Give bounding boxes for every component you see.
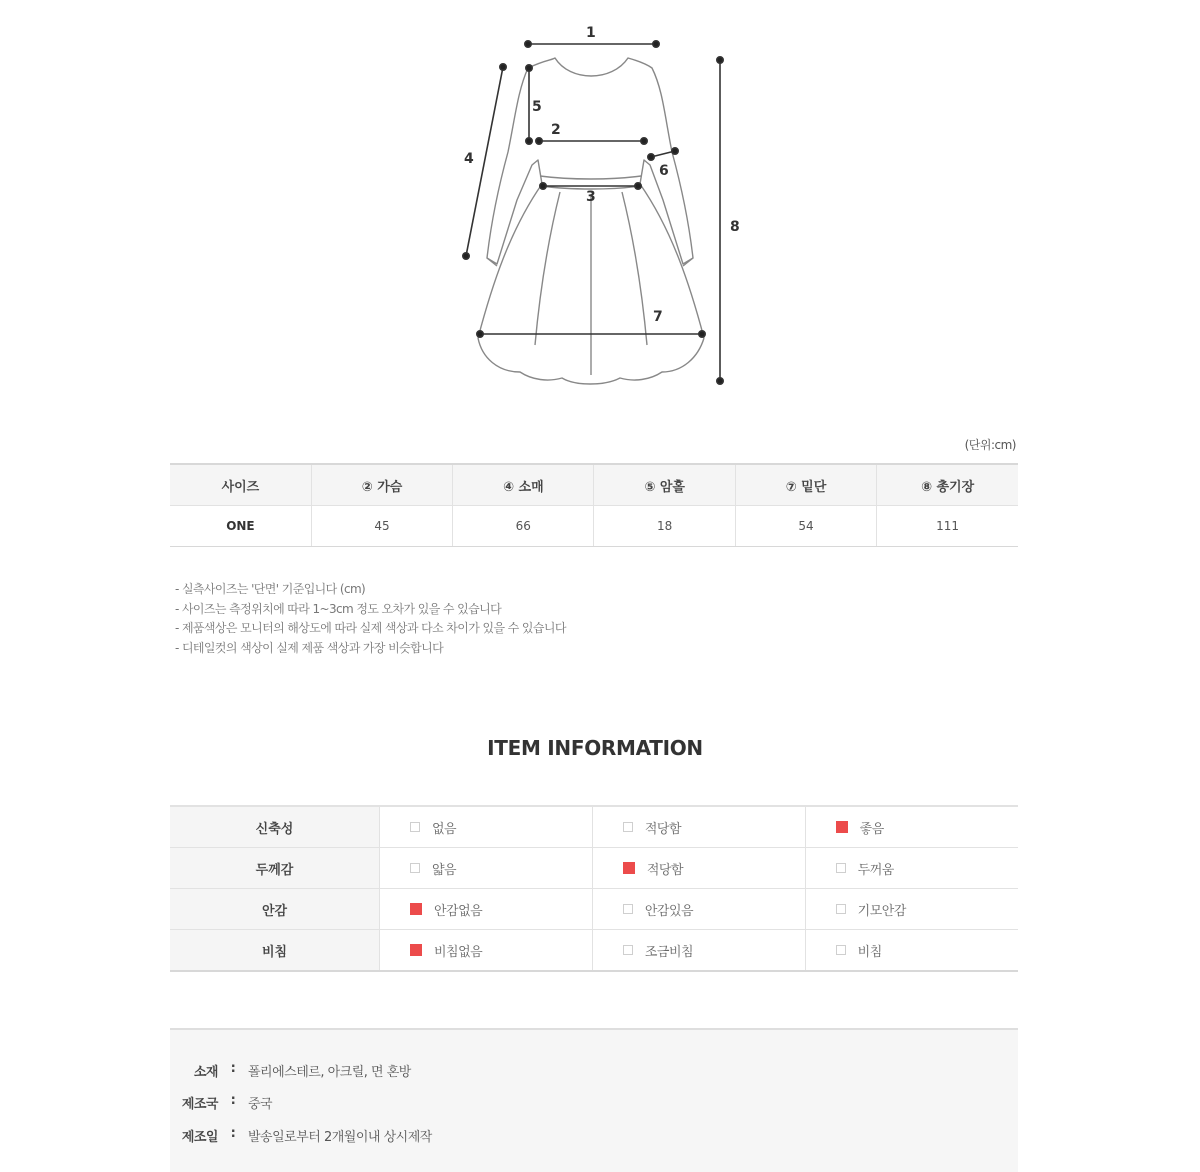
info-option-label: 적당함 — [644, 821, 682, 837]
info-option-label: 적당함 — [646, 862, 684, 878]
note-item: - 사이즈는 측정위치에 따라 1~3cm 정도 오차가 있을 수 있습니다 — [175, 601, 502, 616]
table-row — [170, 506, 1018, 547]
measure-label-3: 3 — [586, 189, 596, 205]
size-table-header — [170, 464, 1018, 506]
info-category: 신축성 — [170, 806, 380, 848]
info-row — [170, 806, 1018, 848]
measure-label-6: 6 — [659, 163, 669, 179]
info-option-label: 안감없음 — [434, 903, 483, 919]
header-chest: ② 가슴 — [311, 464, 452, 506]
origin-value: 중국 — [248, 1097, 273, 1112]
header-sleeve: ④ 소매 — [453, 464, 594, 506]
checked-box-icon — [836, 821, 848, 833]
info-option — [806, 859, 1018, 878]
info-option — [380, 818, 592, 837]
header-hem: ⑦ 밑단 — [735, 464, 876, 506]
header-size: 사이즈 — [170, 464, 311, 506]
info-option-cell — [380, 806, 593, 848]
cell-sleeve: 66 — [453, 506, 594, 547]
info-option — [593, 900, 805, 919]
info-option — [806, 818, 1018, 837]
product-meta — [170, 1028, 1018, 1172]
cell-armhole: 18 — [594, 506, 735, 547]
info-option-label: 없음 — [432, 821, 457, 837]
info-option-cell — [805, 806, 1018, 848]
empty-box-icon — [836, 904, 846, 914]
separator: : — [230, 1093, 236, 1108]
info-option — [593, 818, 805, 837]
info-option-cell — [805, 930, 1018, 972]
info-option-cell — [380, 889, 593, 930]
note-item: - 실측사이즈는 '단면' 기준입니다 (cm) — [175, 582, 366, 596]
cell-size: ONE — [170, 506, 311, 547]
info-option-label: 좋음 — [859, 821, 884, 837]
cell-chest: 45 — [311, 506, 452, 547]
info-option-label: 두꺼움 — [857, 862, 894, 878]
info-row — [170, 848, 1018, 889]
info-option — [593, 941, 805, 960]
info-option-label: 얇음 — [432, 862, 457, 878]
info-option-cell — [380, 930, 593, 972]
empty-box-icon — [410, 863, 420, 873]
checked-box-icon — [410, 944, 422, 956]
info-option — [806, 941, 1018, 960]
info-category: 안감 — [170, 889, 380, 930]
separator: : — [230, 1126, 236, 1141]
info-option-label: 안감있음 — [644, 903, 694, 919]
info-option-label: 비침 — [857, 944, 882, 960]
dress-illustration — [0, 0, 1200, 400]
info-category: 비침 — [170, 930, 380, 972]
measure-label-1: 1 — [586, 25, 596, 41]
info-option-cell — [805, 889, 1018, 930]
size-table — [170, 463, 1018, 547]
date-label: 제조일 — [181, 1130, 218, 1145]
info-row — [170, 889, 1018, 930]
header-armhole: ⑤ 암홀 — [594, 464, 735, 506]
empty-box-icon — [623, 945, 633, 955]
info-option-cell — [592, 889, 805, 930]
measure-label-5: 5 — [532, 99, 542, 115]
checked-box-icon — [410, 903, 422, 915]
info-option-cell — [805, 848, 1018, 889]
item-info-title: ITEM INFORMATION — [487, 736, 703, 760]
garment-diagram — [0, 0, 1200, 400]
unit-label: (단위:cm) — [964, 438, 1016, 452]
note-item: - 제품색상은 모니터의 해상도에 따라 실제 색상과 다소 차이가 있을 수 있습니다 — [175, 621, 566, 635]
origin-label: 제조국 — [181, 1097, 218, 1112]
info-option-label: 비침없음 — [434, 944, 483, 960]
measure-label-8: 8 — [730, 219, 740, 235]
origin-row — [170, 1093, 272, 1112]
empty-box-icon — [836, 863, 846, 873]
info-option-cell — [592, 930, 805, 972]
info-option-label: 기모안감 — [857, 903, 906, 919]
info-option-cell — [592, 806, 805, 848]
info-row — [170, 930, 1018, 972]
empty-box-icon — [410, 822, 420, 832]
info-option-cell — [380, 848, 593, 889]
cell-total-length: 111 — [877, 506, 1018, 547]
item-info-table — [170, 805, 1018, 972]
info-option-cell — [592, 848, 805, 889]
separator: : — [230, 1061, 236, 1076]
info-option — [593, 859, 805, 878]
info-option — [380, 900, 592, 919]
cell-hem: 54 — [735, 506, 876, 547]
info-option-label: 조금비침 — [644, 944, 694, 960]
measure-label-7: 7 — [653, 309, 663, 325]
empty-box-icon — [623, 904, 633, 914]
material-row — [170, 1061, 411, 1080]
measure-label-2: 2 — [551, 122, 561, 138]
checked-box-icon — [623, 862, 635, 874]
date-row — [170, 1126, 432, 1145]
info-option — [806, 900, 1018, 919]
info-option — [380, 941, 592, 960]
measure-label-4: 4 — [464, 151, 474, 167]
header-total-length: ⑧ 총기장 — [877, 464, 1018, 506]
empty-box-icon — [623, 822, 633, 832]
material-label: 소재 — [193, 1065, 218, 1080]
note-item: - 디테일컷의 색상이 실제 제품 색상과 가장 비슷합니다 — [175, 640, 444, 655]
info-category: 두께감 — [170, 848, 380, 889]
empty-box-icon — [836, 945, 846, 955]
size-notes — [175, 580, 566, 658]
material-value: 폴리에스테르, 아크릴, 면 혼방 — [248, 1065, 411, 1080]
date-value: 발송일로부터 2개월이내 상시제작 — [248, 1130, 432, 1145]
info-option — [380, 859, 592, 878]
